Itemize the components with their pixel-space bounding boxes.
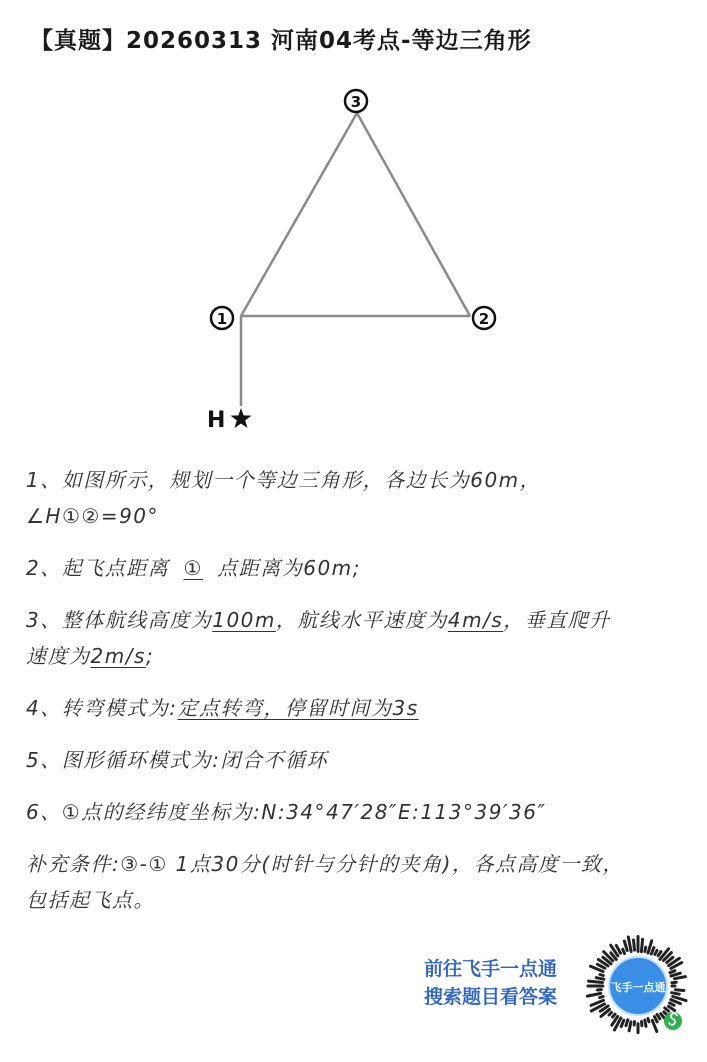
qr-ray: [597, 964, 604, 968]
qr-ray: [634, 940, 635, 950]
qr-ray: [655, 951, 657, 955]
qr-ray: [645, 1020, 646, 1026]
item-6: 6、①点的经纬度坐标为:N:34°47′28″E:113°39′36″: [26, 800, 547, 824]
node-1: [211, 307, 233, 329]
item-3: 3、整体航线高度为100m，航线水平速度为4m/s，垂直爬升 速度为2m/s;: [26, 608, 611, 668]
item-4: 4、转弯模式为:定点转弯，停留时间为3s: [26, 696, 419, 720]
route-height: 100m: [212, 608, 276, 632]
qr-badge-text: 飞手一点通: [610, 981, 666, 994]
promo-line-2: 搜索题目看答案: [424, 986, 558, 1008]
qr-ray: [626, 1020, 628, 1026]
qr-ray: [672, 982, 676, 983]
qr-ray: [621, 1020, 624, 1026]
svg-text:3: 3: [350, 93, 362, 111]
qr-ray: [600, 975, 603, 976]
question-list: [26, 462, 696, 934]
qr-ray: [665, 1008, 669, 1011]
fill-blank: ①: [183, 556, 203, 580]
qr-ray: [654, 1017, 657, 1022]
qr-ray: [670, 1003, 675, 1005]
item-2: 2、起飞点距离 ① 点距离为60m;: [26, 550, 696, 586]
qr-ray: [623, 949, 625, 953]
qr-ray: [629, 1022, 631, 1031]
qr-ray: [624, 941, 627, 950]
qr-ray: [671, 973, 680, 976]
home-label: H: [207, 408, 226, 433]
qr-ray: [589, 981, 603, 982]
page-title: 【真题】20260313 河南04考点-等边三角形: [30, 28, 532, 54]
svg-text:2: 2: [478, 310, 490, 328]
qr-ray: [587, 993, 601, 996]
item-5: 5、图形循环模式为:闭合不循环: [26, 748, 328, 772]
promo-line-1: 前往飞手一点通: [424, 958, 558, 980]
svg-text:1: 1: [216, 310, 228, 328]
node-3: [345, 90, 367, 112]
mini-program-icon: [664, 1012, 682, 1030]
qr-ray: [648, 1019, 649, 1022]
mini-program-qr-icon[interactable]: [586, 934, 696, 1044]
star-icon: [231, 408, 252, 428]
qr-ray: [657, 1014, 660, 1018]
qr-ray: [672, 993, 680, 995]
qr-ray: [651, 948, 654, 954]
qr-ray: [609, 1013, 612, 1016]
qr-ray: [658, 952, 661, 956]
qr-ray: [676, 990, 684, 991]
qr-ray: [628, 937, 631, 952]
qr-ray: [645, 947, 646, 951]
qr-ray: [661, 1014, 665, 1018]
promo-text: [424, 955, 557, 1011]
edge-1-3: [241, 113, 357, 316]
qr-ray: [670, 971, 675, 973]
item-supplement: 补充条件:③-① 1点30分(时针与分针的夹角)，各点高度一致， 包括起飞点。: [26, 852, 624, 912]
vertical-speed: 2m/s: [90, 644, 146, 668]
node-2: [473, 307, 495, 329]
triangle-diagram: [0, 80, 707, 440]
qr-ray: [596, 978, 604, 980]
horizontal-speed: 4m/s: [447, 608, 504, 632]
qr-ray: [600, 997, 604, 998]
qr-ray: [675, 977, 686, 979]
qr-ray: [613, 1014, 615, 1017]
item-1: 1、如图所示，规划一个等边三角形，各边长为60m， ∠H①②=90°: [26, 468, 542, 528]
turn-mode: 定点转弯，停留时间为3s: [177, 696, 419, 720]
edge-3-2: [357, 113, 470, 316]
qr-ray: [641, 939, 642, 952]
